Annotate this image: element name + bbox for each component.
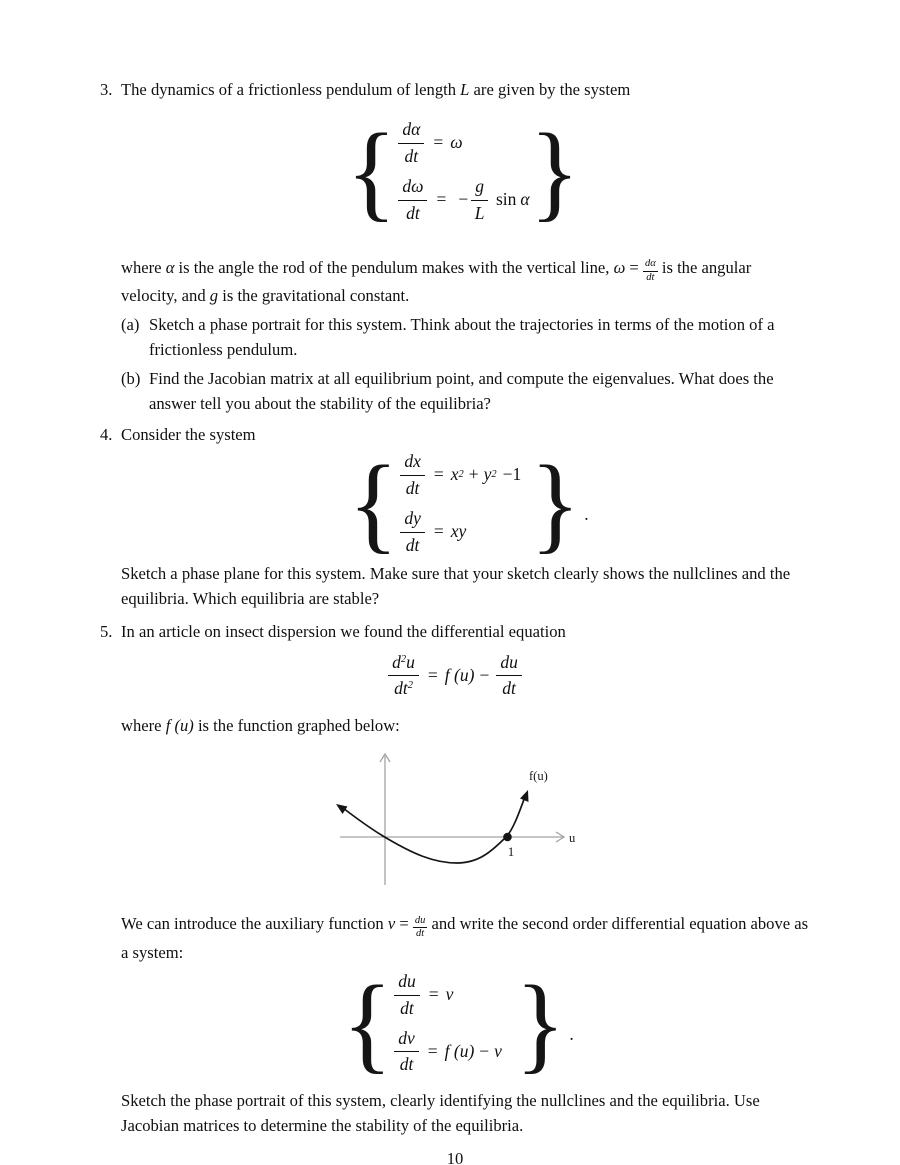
problem-5-final-text: Sketch the phase portrait of this system, clearly identifying the nullclines and the equilibria. Use Jacobian matrices to determine the stability of the equilibria.	[121, 1091, 760, 1136]
insect-dispersion-ode: $\frac{d^2u}{dt^2}$ = f (u) − $\frac{du}{dt}$	[100, 648, 810, 705]
part-a-text: Sketch a phase portrait for this system. Think about the trajectories in terms of the motion of a frictionless pendulum.	[149, 315, 775, 359]
pendulum-system-equation	[100, 111, 810, 232]
problem-4-text: Sketch a phase plane for this system. Make sure that your sketch clearly shows the nullclines and the equilibria. Which equilibria are stable?	[121, 563, 791, 608]
variable-v: v	[445, 984, 454, 1005]
curve-left-arrow-icon	[336, 804, 348, 814]
variable-g: g	[209, 286, 219, 305]
part-b-label: (b)	[121, 369, 141, 388]
fraction-g-L: $\frac{g}{L}$	[471, 176, 488, 225]
f-of-u: f (u)	[444, 1040, 475, 1061]
auxiliary-system-equation	[100, 963, 810, 1083]
inline-fraction-du-dt: $\frac{du}{dt}$	[414, 914, 426, 940]
root-label: 1	[507, 844, 515, 860]
curve-right-arrow-icon	[520, 790, 529, 802]
fraction-domega-dt: $\frac{d\omega}{dt}$	[398, 176, 427, 225]
problem-3-intro: The dynamics of a frictionless pendulum of length L are given by the system	[121, 80, 631, 99]
problem-4-intro: Consider the system	[121, 425, 256, 444]
inline-fraction-dalpha-dt: $\frac{d\alpha}{dt}$	[644, 258, 656, 283]
equation-period: .	[584, 504, 589, 525]
sin-function: sin	[495, 189, 517, 210]
curve-label: f(u)	[529, 769, 548, 784]
problem-5-number: 5.	[100, 621, 113, 641]
omega-symbol: ω	[450, 132, 463, 153]
equation-du-dt: $\frac{du}{dt}$ = v	[392, 971, 515, 1020]
fraction-dv-dt: $\frac{dv}{dt}$	[394, 1028, 419, 1077]
problem-4-heading	[100, 422, 810, 447]
fraction-du-dt: $\frac{du}{dt}$	[496, 652, 522, 701]
problem-3-heading	[100, 77, 810, 102]
alpha-symbol: α	[165, 257, 175, 277]
variable-v: v	[387, 914, 396, 934]
equation-period: .	[569, 1024, 574, 1044]
problem-3-where-paragraph: where α is the angle the rod of the pendulum makes with the vertical line, ω = $\frac{d\alpha}{dt}$ is the angular velocity, and g is the gravitational constant.	[121, 257, 752, 305]
fraction-dx-dt: $\frac{dx}{dt}$	[400, 451, 425, 500]
problem-5-heading	[100, 619, 810, 644]
page-number: 10	[446, 1149, 464, 1165]
right-brace: }	[530, 443, 581, 564]
omega-symbol: ω	[613, 257, 626, 277]
problem-4-system-equation	[100, 443, 810, 564]
problem-5-graphed-line: where f (u) is the function graphed below:	[121, 716, 400, 736]
problem-3b	[121, 366, 810, 416]
f-of-u: f (u)	[444, 664, 475, 685]
variable-y: y	[483, 464, 492, 485]
right-brace: }	[529, 111, 580, 232]
fraction-dalpha-dt: $\frac{d\alpha}{dt}$	[398, 119, 424, 168]
equation-dalpha-dt: $\frac{d\alpha}{dt}$ = ω	[396, 119, 529, 168]
xy-term: xy	[450, 521, 467, 542]
left-brace: {	[346, 111, 397, 232]
x-axis-label: u	[569, 831, 576, 846]
equation-dv-dt: $\frac{dv}{dt}$ = f (u) − v	[392, 1028, 515, 1077]
problem-4-number: 4.	[100, 425, 113, 444]
variable-v: v	[494, 1040, 502, 1061]
fraction-d2u-dt2: $\frac{d^2u}{dt^2}$	[388, 652, 419, 701]
alpha-symbol: α	[520, 189, 530, 210]
problem-5-aux-paragraph: We can introduce the auxiliary function v = $\frac{du}{dt}$ and write the second order differential equation above as a system:	[121, 914, 809, 962]
problem-3a	[121, 312, 810, 362]
left-brace: {	[342, 963, 393, 1083]
equation-dx-dt: $\frac{dx}{dt}$ = x 2 + y 2 −1	[398, 451, 530, 500]
equation-domega-dt: $\frac{d\omega}{dt}$ = − $\frac{g}{L}$ sin α	[396, 176, 529, 225]
variable-x: x	[450, 464, 459, 485]
left-brace: {	[348, 443, 399, 564]
part-b-text: Find the Jacobian matrix at all equilibrium point, and compute the eigenvalues. What does the answer tell you about the stability of the equilibria?	[149, 369, 774, 413]
fraction-dy-dt: $\frac{dy}{dt}$	[400, 508, 425, 557]
problem-5-intro: In an article on insect dispersion we found the differential equation	[121, 621, 566, 641]
fu-graph-figure	[100, 747, 810, 887]
equation-dy-dt: $\frac{dy}{dt}$ = xy	[398, 508, 530, 557]
part-a-label: (a)	[121, 315, 140, 334]
problem-3-number: 3.	[100, 80, 113, 99]
fraction-du-dt: $\frac{du}{dt}$	[394, 971, 420, 1020]
f-of-u: f (u)	[165, 716, 194, 736]
variable-L: L	[460, 80, 470, 99]
fu-curve	[343, 794, 526, 863]
right-brace: }	[515, 963, 566, 1083]
fu-graph	[330, 747, 580, 887]
root-dot	[503, 833, 512, 842]
